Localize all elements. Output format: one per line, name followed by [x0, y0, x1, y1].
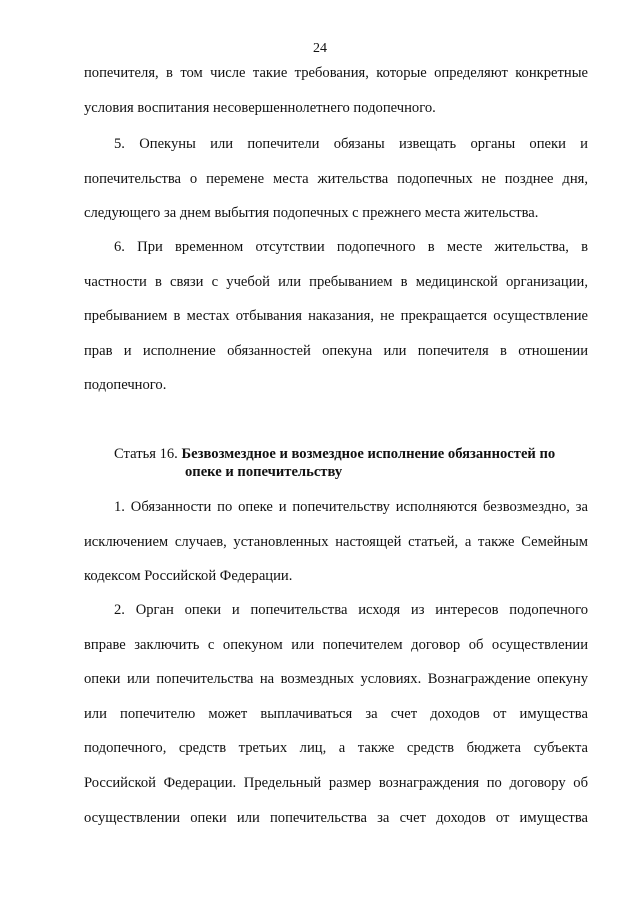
paragraph-line: вправе заключить с опекуном или попечителем договор об осуществлении: [84, 636, 588, 653]
paragraph-line: пребыванием в местах отбывания наказания, не прекращается осуществление: [84, 308, 588, 325]
paragraph-line: осуществлении опеки или попечительства за счет доходов от имущества: [84, 809, 588, 826]
article-title-line2: опеке и попечительству: [185, 464, 343, 480]
article-heading: [114, 445, 588, 481]
paragraph-line: или попечителю может выплачиваться за счет доходов от имущества: [84, 705, 588, 722]
paragraph-continuation: [84, 56, 588, 125]
paragraph-item-5: [84, 127, 588, 231]
paragraph-line: опеки или попечительства на возмездных условиях. Вознаграждение опекуну: [84, 671, 588, 688]
paragraph-line: 2. Орган опеки и попечительства исходя из интересов подопечного: [114, 602, 588, 618]
paragraph-line: 6. При временном отсутствии подопечного в месте жительства, в: [114, 239, 588, 255]
paragraph-line: попечительства о перемене места жительства подопечных не позднее дня,: [84, 170, 588, 187]
paragraph-line: подопечного, средств третьих лиц, а также средств бюджета субъекта: [84, 740, 588, 757]
paragraph-line: условия воспитания несовершеннолетнего подопечного.: [84, 99, 436, 116]
page-number: 24: [313, 41, 327, 56]
paragraph-line: следующего за днем выбытия подопечных с прежнего места жительства.: [84, 205, 539, 222]
paragraph-line: попечителя, в том числе такие требования, которые определяют конкретные: [84, 65, 588, 81]
paragraph-line: 5. Опекуны или попечители обязаны извещать органы опеки и: [114, 136, 588, 152]
paragraph-line: кодексом Российской Федерации.: [84, 568, 293, 585]
article-number: Статья 16.: [114, 446, 178, 462]
article-title-line1: Безвозмездное и возмездное исполнение обязанностей по: [181, 446, 556, 462]
paragraph-line: Российской Федерации. Предельный размер вознаграждения по договору об: [84, 774, 588, 791]
paragraph-line: исключением случаев, установленных настоящей статьей, а также Семейным: [84, 533, 588, 550]
paragraph-line: 1. Обязанности по опеке и попечительству исполняются безвозмездно, за: [114, 499, 588, 515]
paragraph-line: прав и исполнение обязанностей опекуна или попечителя в отношении: [84, 342, 588, 359]
paragraph-item-6: [84, 230, 588, 403]
paragraph-line: частности в связи с учебой или пребыванием в медицинской организации,: [84, 273, 588, 290]
paragraph-article16-item-1: [84, 490, 588, 594]
paragraph-article16-item-2: [84, 593, 588, 835]
paragraph-line: подопечного.: [84, 377, 167, 394]
